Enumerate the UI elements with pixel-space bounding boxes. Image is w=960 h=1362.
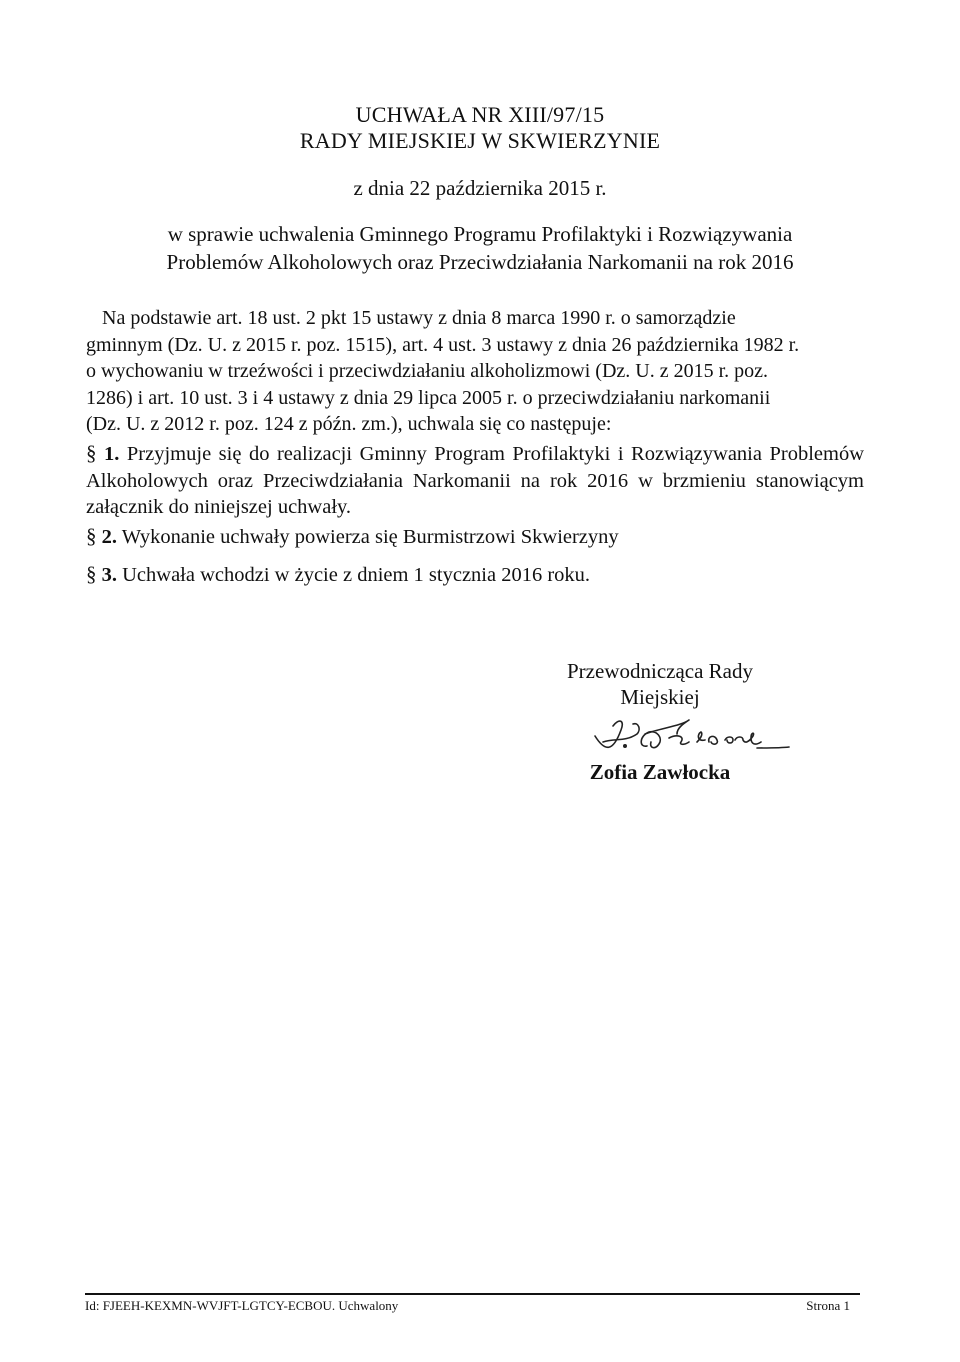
legal-basis-line: o wychowaniu w trzeźwości i przeciwdziałaniu alkoholizmowi (Dz. U. z 2015 r. poz. <box>86 360 769 382</box>
section-symbol: § <box>86 562 97 586</box>
paragraph-1 <box>86 440 864 521</box>
section-symbol: § <box>86 441 97 465</box>
document-id: Id: FJEEH-KEXMN-WVJFT-LGTCY-ECBOU. Uchwalony <box>85 1298 399 1313</box>
legal-basis-line: Na podstawie art. 18 ust. 2 pkt 15 ustawy z dnia 8 marca 1990 r. o samorządzie <box>102 307 736 329</box>
subject-line-2: Problemów Alkoholowych oraz Przeciwdziałania Narkomanii na rok 2016 <box>166 250 794 274</box>
paragraph-2 <box>86 523 864 551</box>
legal-basis-line: 1286) i art. 10 ust. 3 i 4 ustawy z dnia 29 lipca 2005 r. o przeciwdziałaniu narkomanii <box>86 386 771 409</box>
paragraph-number: 3. <box>101 564 117 586</box>
legal-basis-line: (Dz. U. z 2012 r. poz. 124 z późn. zm.), uchwala się co następuje: <box>86 413 612 435</box>
council-name: RADY MIEJSKIEJ W SKWIERZYNIE <box>299 128 661 153</box>
section-symbol: § <box>86 524 97 548</box>
page-number: Strona 1 <box>806 1298 850 1313</box>
signatory-name: Zofia Zawłocka <box>589 760 731 784</box>
paragraph-number: 2. <box>101 526 117 548</box>
subject-line-1: w sprawie uchwalenia Gminnego Programu Profilaktyki i Rozwiązywania <box>167 222 793 246</box>
paragraph-3 <box>86 561 864 589</box>
legal-basis <box>86 305 864 438</box>
signatory-role-cont: Miejskiej <box>620 685 700 709</box>
resolution-date: z dnia 22 października 2015 r. <box>353 176 607 200</box>
legal-basis-line: gminnym (Dz. U. z 2015 r. poz. 1515), art. 4 ust. 3 ustawy z dnia 26 października 1982 r. <box>86 333 800 356</box>
handwritten-signature <box>585 712 795 760</box>
paragraph-number: 1. <box>104 443 120 465</box>
footer-divider <box>85 1293 860 1295</box>
signatory-role: Przewodnicząca Rady <box>567 659 753 683</box>
paragraph-text: Wykonanie uchwały powierza się Burmistrzowi Skwierzyny <box>121 526 619 548</box>
paragraph-text: Przyjmuje się do realizacji Gminny Program Profilaktyki i Rozwiązywania Problemów Alkoholowych oraz Przeciwdziałania Narkomanii na rok 2016 w brzmieniu stanowiącym załącznik do niniejszej uchwały. <box>86 443 864 518</box>
paragraph-text: Uchwała wchodzi w życie z dniem 1 stycznia 2016 roku. <box>122 564 591 586</box>
resolution-number: UCHWAŁA NR XIII/97/15 <box>355 102 605 127</box>
